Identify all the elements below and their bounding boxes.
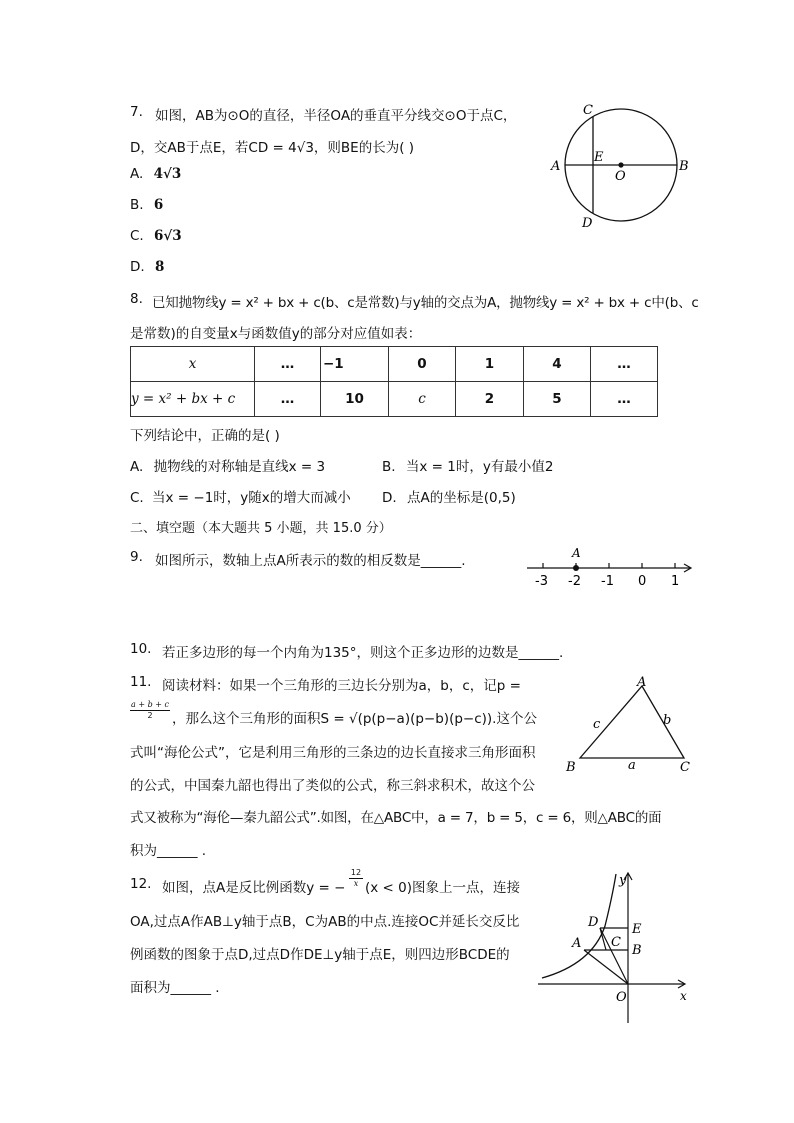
q10-number: 10. [130,641,152,657]
label-y: y [619,873,627,888]
q7-circle-figure [545,98,695,238]
table-cell: c [389,382,456,417]
table-cell: 1 [456,347,524,382]
label-d: D [582,216,593,231]
q8-text-line2: 是常数)的自变量x与函数值y的部分对应值如表： [130,326,422,342]
q8-option-a-label: A. [130,459,144,475]
q7-option-d-value: 8 [154,259,165,275]
tick-label: 0 [638,574,647,589]
table-cell: y = x² + bx + c [131,382,255,417]
q11-text-line6: 积为______ . [130,843,207,859]
q7-option-b-label: B. [130,197,144,213]
q8-number: 8. [130,291,143,307]
q8-option-d-text: 点A的坐标是(0,5) [406,490,516,506]
label-x: x [680,989,687,1003]
fraction-numerator: a + b + c [131,700,169,709]
tick-label: -1 [601,574,614,589]
q8-option-d [382,486,516,506]
fraction-numerator: 12 [350,868,362,877]
q12-number: 12. [130,876,152,892]
table-cell: 4 [524,347,591,382]
table-cell: −1 [321,347,389,382]
q8-prompt: 下列结论中，正确的是( ) [130,428,280,444]
q9-number: 9. [130,549,143,565]
table-cell: … [591,382,658,417]
q11-number: 11. [130,674,152,690]
q8-option-c-label: C. [130,490,144,506]
table-cell: … [255,382,321,417]
label-d: D [588,915,599,930]
q7-option-c-label: C. [130,228,144,244]
label-e: E [632,922,642,937]
q7-option-b [130,197,163,213]
q7-option-d [130,259,164,275]
label-a: A [572,546,581,560]
table-cell: x [131,347,255,382]
q12-text-line1b: (x < 0)图象上一点，连接 [365,880,521,896]
q8-value-table [130,346,658,417]
label-b: B [566,760,576,775]
q8-option-c [130,486,351,506]
hyperbola-curve [542,874,616,978]
fraction-denominator: x [353,879,359,888]
q7-option-c-value: 6√3 [154,228,182,244]
label-c: C [680,760,690,775]
q8-option-a [130,455,325,475]
table-cell: 0 [389,347,456,382]
table-cell: 10 [321,382,389,417]
q7-number: 7. [130,104,143,120]
table-row [131,347,658,382]
q11-fraction [130,700,170,721]
q8-option-b-text: 当x = 1时，y有最小值2 [405,459,554,475]
q7-option-d-label: D. [130,259,145,275]
q8-option-c-text: 当x = −1时，y随x的增大而减小 [152,490,351,506]
q8-text-line1: 已知抛物线y = x² + bx + c(b、c是常数)与y轴的交点为A，抛物线y = x² + bx + c中(b、c [152,295,699,311]
label-a: A [572,936,582,951]
label-b: B [679,159,689,174]
q12-text-line2: OA,过点A作AB⊥y轴于点B，C为AB的中点.连接OC并延长交反比 [130,914,520,930]
q12-coordinate-figure [530,866,698,1026]
q7-option-a [130,166,181,182]
q11-triangle-figure [560,670,700,778]
label-c: C [583,103,593,118]
q11-text-line5: 式又被称为“海伦—秦九韶公式”.如图，在△ABC中，a = 7，b = 5，c = 6，则△ABC的面 [130,810,662,826]
q12-fraction [349,868,363,889]
q7-text-line1: 如图，AB为⊙O的直径，半径OA的垂直平分线交⊙O于点C， [155,108,517,124]
q8-option-a-text: 抛物线的对称轴是直线x = 3 [153,459,326,475]
q12-text-line4: 面积为______ . [130,980,220,996]
q7-option-a-label: A. [130,166,144,182]
q10-text: 若正多边形的每一个内角为135°，则这个正多边形的边数是______. [162,645,564,661]
q8-option-b-label: B. [382,459,396,475]
label-side-c: c [593,717,601,732]
q12-text-line3: 例函数的图象于点D,过点D作DE⊥y轴于点E，则四边形BCDE的 [130,947,510,963]
tick-label: -2 [568,574,581,589]
label-a: A [637,675,647,690]
q9-text: 如图所示，数轴上点A所表示的数的相反数是______. [155,553,466,569]
label-o: O [615,169,626,184]
q8-option-d-label: D. [382,490,397,506]
label-side-b: b [663,713,672,728]
label-b: B [632,943,642,958]
q9-number-line [522,542,697,590]
q7-option-c [130,228,182,244]
table-row [131,382,658,417]
tick-label: 1 [671,574,680,589]
q11-text-line2: ，那么这个三角形的面积S = √(p(p−a)(p−b)(p−c)).这个公 [172,711,537,727]
tick-label: -3 [535,574,548,589]
q7-option-b-value: 6 [153,197,164,213]
fraction-denominator: 2 [147,711,153,720]
table-cell: … [591,347,658,382]
section-title: 二、填空题（本大题共 5 小题，共 15.0 分） [130,521,392,536]
q11-text-line4: 的公式，中国秦九韶也得出了类似的公式，称三斜求积术，故这个公 [130,778,535,794]
q8-option-b [382,455,553,475]
label-o: O [616,990,627,1005]
point-a [573,565,579,571]
q11-text-line3: 式叫“海伦公式”，它是利用三角形的三条边的边长直接求三角形面积 [130,745,536,761]
label-c: C [611,935,621,950]
q7-text-line2: D，交AB于点E，若CD = 4√3，则BE的长为( ) [130,140,415,156]
q11-text-line1: 阅读材料：如果一个三角形的三边长分别为a，b，c，记p = [162,678,521,694]
table-cell: … [255,347,321,382]
table-cell: 2 [456,382,524,417]
label-a: A [551,159,561,174]
center-point-o [618,162,623,167]
segment-oa [584,950,628,984]
label-e: E [594,150,604,165]
table-cell: 5 [524,382,591,417]
q7-option-a-value: 4√3 [153,166,182,182]
q12-text-line1a: 如图，点A是反比例函数y = − [162,880,346,896]
label-side-a: a [628,758,636,773]
